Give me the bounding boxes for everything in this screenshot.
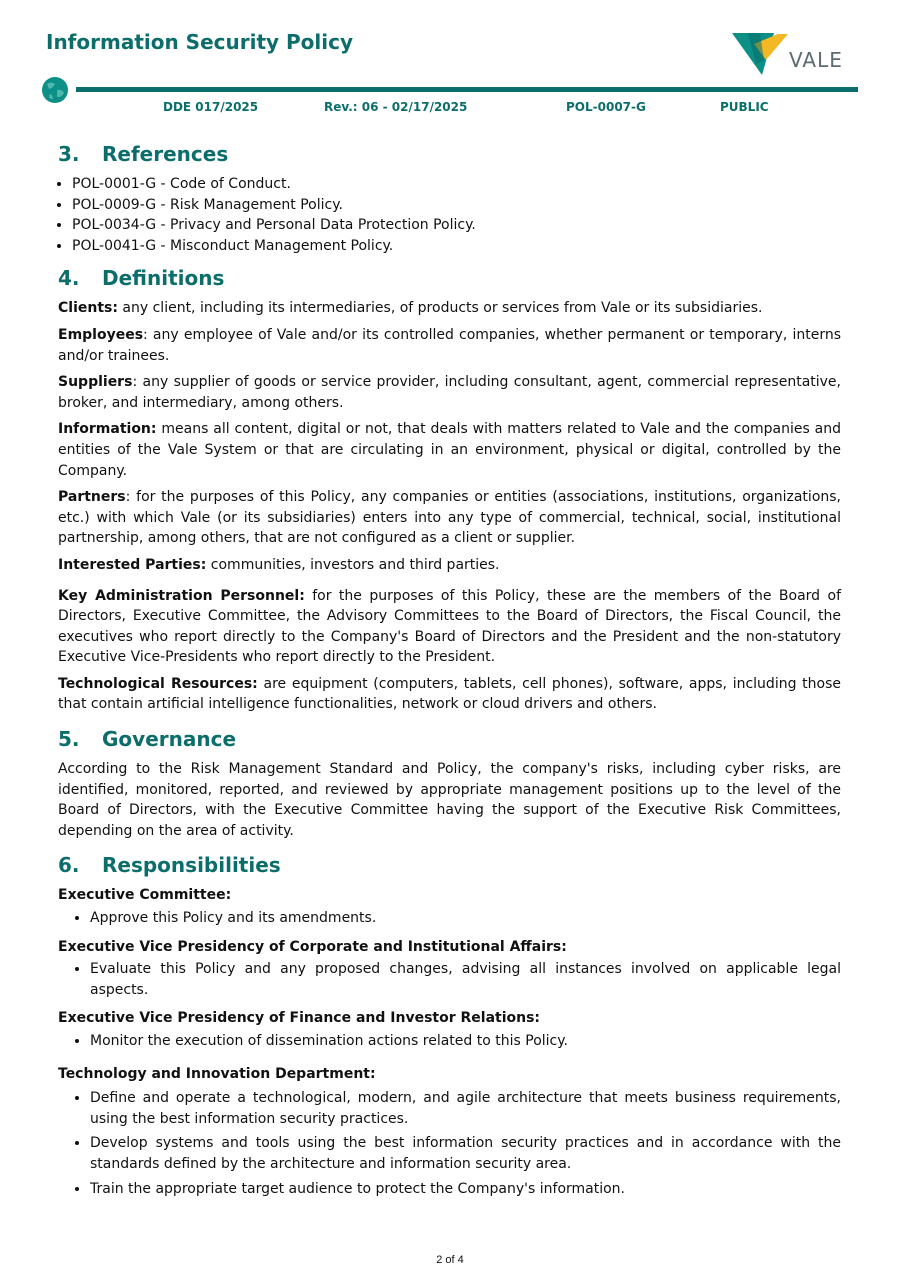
section-heading-responsibilities: 6. Responsibilities: [58, 853, 281, 878]
section-heading-definitions: 4. Definitions: [58, 266, 225, 291]
governance-paragraph: According to the Risk Management Standard and Policy, the company's risks, including cyber risks, are identified, monitored, reported, and reviewed by appropriate management positions up to the level of the Board of Directors, with the Executive Committee having the support of the Executive Risk Committees, depending on the area of activity.: [58, 761, 841, 839]
responsibility-list: [58, 959, 841, 1000]
list-item: • Approve this Policy and its amendments.: [90, 908, 841, 929]
document-title: Information Security Policy: [46, 30, 354, 54]
responsibility-list: [58, 1031, 841, 1052]
list-item: • Evaluate this Policy and any proposed changes, advising all instances involved on applicable legal aspects.: [90, 959, 841, 1000]
definition-technological-resources: Technological Resources: are equipment (computers, tablets, cell phones), software, apps, including those that contain artificial intelligence functionalities, network or cloud drivers and others.: [58, 675, 842, 713]
definition-key-administration-personnel: Key Administration Personnel: for the purposes of this Policy, these are the members of the Board of Directors, Executive Committee, the Advisory Committees to the Board of Directors, the Fiscal Council, the executives who report directly to the Company's Board of Directors and the President and the non-statutory Executive Vice-Presidents who report directly to the President.: [58, 587, 841, 666]
page-number: 2 of 4: [436, 1254, 464, 1266]
definition-information: Information: means all content, digital or not, that deals with matters related to Vale and the companies and entities of the Vale System or that are circulating in an environment, physical or digital, controlled by the Company.: [58, 421, 841, 479]
responsibility-list: [58, 1088, 841, 1199]
header-rule: [76, 87, 858, 92]
references-list: [58, 174, 841, 256]
responsibility-heading: Executive Vice Presidency of Finance and Investor Relations:: [58, 1010, 541, 1027]
section-heading-references: 3. References: [58, 142, 229, 166]
list-item: • Monitor the execution of dissemination actions related to this Policy.: [90, 1031, 841, 1052]
revision-label: Rev.: 06 - 02/17/2025: [324, 100, 468, 114]
classification-label: PUBLIC: [720, 100, 769, 114]
list-item: • POL-0001-G - Code of Conduct.: [72, 174, 841, 195]
responsibility-list: [58, 908, 841, 929]
list-item: • POL-0034-G - Privacy and Personal Data Protection Policy.: [72, 215, 841, 236]
responsibility-heading: Executive Committee:: [58, 887, 232, 904]
list-item: • Develop systems and tools using the best information security practices and in accordance with the standards defined by the architecture and information security area.: [90, 1133, 841, 1174]
definition-employees: Employees: any employee of Vale and/or its controlled companies, whether permanent or temporary, interns and/or trainees.: [58, 326, 841, 364]
list-item: • POL-0041-G - Misconduct Management Policy.: [72, 236, 841, 257]
page-body: [58, 140, 841, 1207]
globe-icon: [41, 76, 69, 104]
list-item: • Define and operate a technological, modern, and agile architecture that meets business requirements, using the best information security practices.: [90, 1088, 841, 1129]
document-number: DDE 017/2025: [163, 100, 259, 114]
responsibility-heading: Technology and Innovation Department:: [58, 1065, 376, 1082]
policy-code: POL-0007-G: [566, 100, 646, 114]
definition-interested-parties: Interested Parties: communities, investors and third parties.: [58, 556, 500, 573]
list-item: • Train the appropriate target audience to protect the Company's information.: [90, 1179, 841, 1200]
definition-partners: Partners: for the purposes of this Policy, any companies or entities (associations, institutions, organizations, etc.) with which Vale (or its subsidiaries) enters into any type of commercial, technical, social, institutional partnership, among others, that are not configured as a client or supplier.: [58, 489, 841, 547]
section-heading-governance: 5. Governance: [58, 727, 237, 752]
responsibility-heading: Executive Vice Presidency of Corporate and Institutional Affairs:: [58, 938, 567, 955]
definition-suppliers: Suppliers: any supplier of goods or service provider, including consultant, agent, commercial representative, broker, and intermediary, among others.: [58, 374, 841, 411]
definition-clients: Clients: any client, including its intermediaries, of products or services from Vale or its subsidiaries.: [58, 300, 763, 317]
list-item: • POL-0009-G - Risk Management Policy.: [72, 195, 841, 216]
brand-wordmark: VALE: [789, 48, 843, 72]
